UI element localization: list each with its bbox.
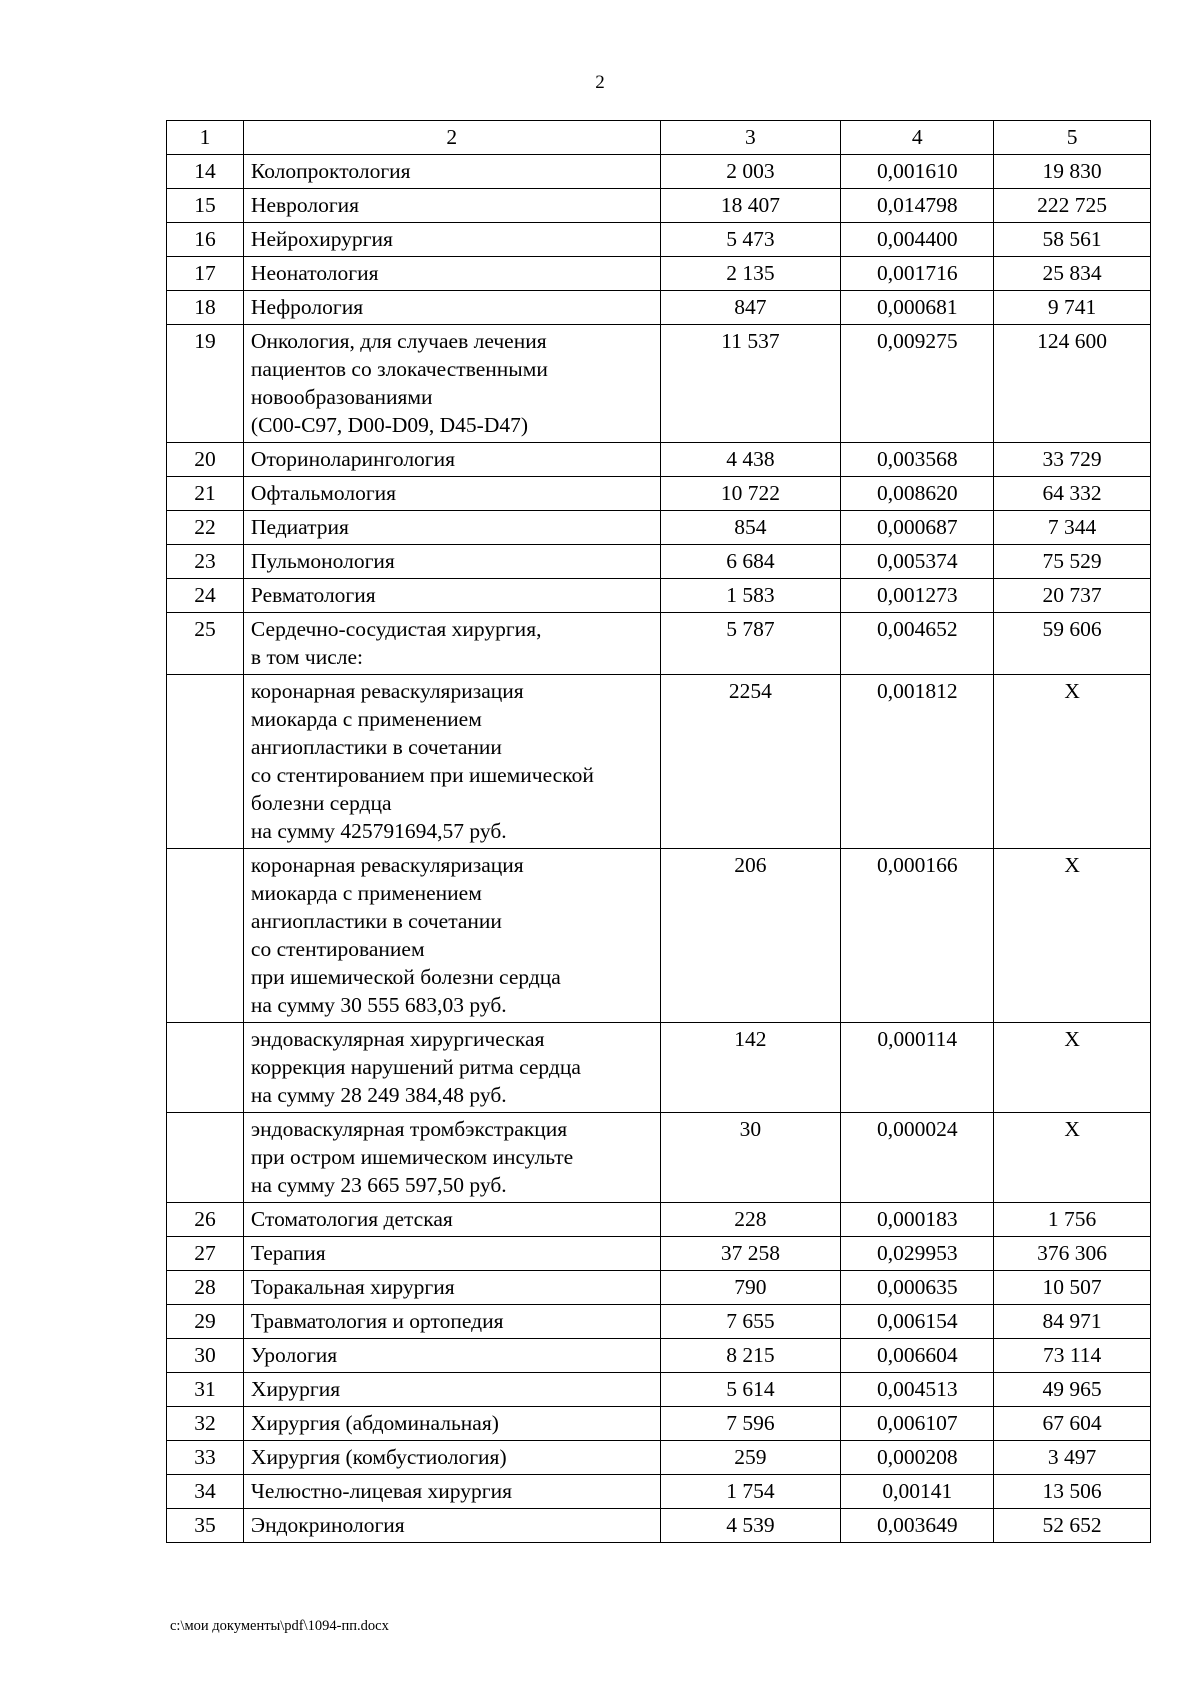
row-number-cell: 15 xyxy=(167,189,244,223)
col4-value-cell: 0,008620 xyxy=(841,477,994,511)
row-number-cell: 16 xyxy=(167,223,244,257)
specialty-cell: Терапия xyxy=(243,1237,660,1271)
specialty-cell: Нейрохирургия xyxy=(243,223,660,257)
row-number-cell xyxy=(167,849,244,1023)
col4-value-cell: 0,000635 xyxy=(841,1271,994,1305)
specialty-cell: Нефрология xyxy=(243,291,660,325)
col3-value-cell: 30 xyxy=(660,1113,841,1203)
col5-value-cell: 9 741 xyxy=(994,291,1151,325)
col5-value-cell: 75 529 xyxy=(994,545,1151,579)
row-number-cell: 34 xyxy=(167,1475,244,1509)
table-row xyxy=(167,613,1151,675)
col4-value-cell: 0,00141 xyxy=(841,1475,994,1509)
col4-value-cell: 0,000166 xyxy=(841,849,994,1023)
col3-value-cell: 790 xyxy=(660,1271,841,1305)
col3-value-cell: 6 684 xyxy=(660,545,841,579)
specialty-cell: Челюстно-лицевая хирургия xyxy=(243,1475,660,1509)
specialty-cell: Хирургия (абдоминальная) xyxy=(243,1407,660,1441)
col3-value-cell: 10 722 xyxy=(660,477,841,511)
col3-value-cell: 5 473 xyxy=(660,223,841,257)
col5-value-cell: 3 497 xyxy=(994,1441,1151,1475)
specialty-cell: Онкология, для случаев лечения пациентов со злокачественными новообразованиями (C00-C97, D00-D09, D45-D47) xyxy=(243,325,660,443)
specialty-cell: Офтальмология xyxy=(243,477,660,511)
col3-value-cell: 228 xyxy=(660,1203,841,1237)
row-number-cell: 35 xyxy=(167,1509,244,1543)
col5-value-cell: 7 344 xyxy=(994,511,1151,545)
specialty-cell: Урология xyxy=(243,1339,660,1373)
col4-value-cell: 0,004513 xyxy=(841,1373,994,1407)
col5-value-cell: 222 725 xyxy=(994,189,1151,223)
table-row xyxy=(167,1373,1151,1407)
col5-value-cell: 49 965 xyxy=(994,1373,1151,1407)
col3-value-cell: 11 537 xyxy=(660,325,841,443)
row-number-cell: 25 xyxy=(167,613,244,675)
specialty-cell: эндоваскулярная тромбэкстракция при остром ишемическом инсульте на сумму 23 665 597,50 руб. xyxy=(243,1113,660,1203)
specialty-cell: Хирургия xyxy=(243,1373,660,1407)
table-row xyxy=(167,223,1151,257)
table-row xyxy=(167,1339,1151,1373)
col3-value-cell: 847 xyxy=(660,291,841,325)
specialty-cell: Оториноларингология xyxy=(243,443,660,477)
col4-value-cell: 0,001273 xyxy=(841,579,994,613)
row-number-cell: 23 xyxy=(167,545,244,579)
col5-value-cell: X xyxy=(994,675,1151,849)
col4-value-cell: 0,004652 xyxy=(841,613,994,675)
header-cell: 5 xyxy=(994,121,1151,155)
table-row xyxy=(167,1407,1151,1441)
specialty-cell: Педиатрия xyxy=(243,511,660,545)
table-row xyxy=(167,545,1151,579)
col4-value-cell: 0,001610 xyxy=(841,155,994,189)
col4-value-cell: 0,005374 xyxy=(841,545,994,579)
col5-value-cell: 376 306 xyxy=(994,1237,1151,1271)
table-row xyxy=(167,1441,1151,1475)
col4-value-cell: 0,014798 xyxy=(841,189,994,223)
col4-value-cell: 0,006107 xyxy=(841,1407,994,1441)
col3-value-cell: 854 xyxy=(660,511,841,545)
specialty-cell: Неонатология xyxy=(243,257,660,291)
col3-value-cell: 7 655 xyxy=(660,1305,841,1339)
table-row xyxy=(167,1305,1151,1339)
col4-value-cell: 0,000208 xyxy=(841,1441,994,1475)
col5-value-cell: 58 561 xyxy=(994,223,1151,257)
row-number-cell: 31 xyxy=(167,1373,244,1407)
col4-value-cell: 0,000114 xyxy=(841,1023,994,1113)
col5-value-cell: 13 506 xyxy=(994,1475,1151,1509)
col4-value-cell: 0,003649 xyxy=(841,1509,994,1543)
col4-value-cell: 0,006154 xyxy=(841,1305,994,1339)
col4-value-cell: 0,006604 xyxy=(841,1339,994,1373)
col3-value-cell: 206 xyxy=(660,849,841,1023)
table-row xyxy=(167,443,1151,477)
col3-value-cell: 2 135 xyxy=(660,257,841,291)
table-row xyxy=(167,155,1151,189)
col4-value-cell: 0,001812 xyxy=(841,675,994,849)
table-row xyxy=(167,1023,1151,1113)
col4-value-cell: 0,001716 xyxy=(841,257,994,291)
col3-value-cell: 37 258 xyxy=(660,1237,841,1271)
col3-value-cell: 4 438 xyxy=(660,443,841,477)
row-number-cell: 21 xyxy=(167,477,244,511)
footer-file-path: c:\мои документы\pdf\1094-пп.docx xyxy=(170,1618,389,1634)
col3-value-cell: 8 215 xyxy=(660,1339,841,1373)
col3-value-cell: 18 407 xyxy=(660,189,841,223)
specialty-cell: Колопроктология xyxy=(243,155,660,189)
table-row xyxy=(167,291,1151,325)
row-number-cell: 33 xyxy=(167,1441,244,1475)
col3-value-cell: 5 787 xyxy=(660,613,841,675)
table-row xyxy=(167,477,1151,511)
col4-value-cell: 0,029953 xyxy=(841,1237,994,1271)
specialty-cell: коронарная реваскуляризация миокарда с применением ангиопластики в сочетании со стентированием при ишемической болезни сердца на сумму 425791694,57 руб. xyxy=(243,675,660,849)
row-number-cell xyxy=(167,675,244,849)
row-number-cell: 29 xyxy=(167,1305,244,1339)
col3-value-cell: 2 003 xyxy=(660,155,841,189)
row-number-cell xyxy=(167,1113,244,1203)
col5-value-cell: 59 606 xyxy=(994,613,1151,675)
specialty-cell: Травматология и ортопедия xyxy=(243,1305,660,1339)
specialty-cell: Сердечно-сосудистая хирургия, в том числе: xyxy=(243,613,660,675)
table-row xyxy=(167,1509,1151,1543)
data-table xyxy=(166,120,1151,1543)
col5-value-cell: 25 834 xyxy=(994,257,1151,291)
col4-value-cell: 0,000687 xyxy=(841,511,994,545)
header-cell: 2 xyxy=(243,121,660,155)
specialty-cell: Пульмонология xyxy=(243,545,660,579)
table-row xyxy=(167,1203,1151,1237)
col3-value-cell: 259 xyxy=(660,1441,841,1475)
table-row xyxy=(167,1237,1151,1271)
row-number-cell: 17 xyxy=(167,257,244,291)
col5-value-cell: 73 114 xyxy=(994,1339,1151,1373)
col3-value-cell: 5 614 xyxy=(660,1373,841,1407)
col5-value-cell: X xyxy=(994,849,1151,1023)
col3-value-cell: 2254 xyxy=(660,675,841,849)
table-body xyxy=(167,121,1151,1543)
row-number-cell: 32 xyxy=(167,1407,244,1441)
table-row xyxy=(167,511,1151,545)
header-cell: 4 xyxy=(841,121,994,155)
table-row xyxy=(167,257,1151,291)
col5-value-cell: 124 600 xyxy=(994,325,1151,443)
row-number-cell: 22 xyxy=(167,511,244,545)
col5-value-cell: X xyxy=(994,1023,1151,1113)
col3-value-cell: 1 583 xyxy=(660,579,841,613)
col5-value-cell: 10 507 xyxy=(994,1271,1151,1305)
col4-value-cell: 0,003568 xyxy=(841,443,994,477)
col4-value-cell: 0,000024 xyxy=(841,1113,994,1203)
row-number-cell: 19 xyxy=(167,325,244,443)
specialty-cell: Стоматология детская xyxy=(243,1203,660,1237)
col4-value-cell: 0,004400 xyxy=(841,223,994,257)
row-number-cell: 28 xyxy=(167,1271,244,1305)
col3-value-cell: 7 596 xyxy=(660,1407,841,1441)
col5-value-cell: 64 332 xyxy=(994,477,1151,511)
col4-value-cell: 0,009275 xyxy=(841,325,994,443)
col5-value-cell: X xyxy=(994,1113,1151,1203)
col5-value-cell: 20 737 xyxy=(994,579,1151,613)
col5-value-cell: 52 652 xyxy=(994,1509,1151,1543)
col3-value-cell: 4 539 xyxy=(660,1509,841,1543)
table-row xyxy=(167,849,1151,1023)
col5-value-cell: 67 604 xyxy=(994,1407,1151,1441)
table-row xyxy=(167,1271,1151,1305)
col3-value-cell: 1 754 xyxy=(660,1475,841,1509)
row-number-cell: 26 xyxy=(167,1203,244,1237)
col5-value-cell: 84 971 xyxy=(994,1305,1151,1339)
col5-value-cell: 19 830 xyxy=(994,155,1151,189)
specialty-cell: Ревматология xyxy=(243,579,660,613)
table-header-row xyxy=(167,121,1151,155)
col4-value-cell: 0,000183 xyxy=(841,1203,994,1237)
table-row xyxy=(167,1475,1151,1509)
specialty-cell: Эндокринология xyxy=(243,1509,660,1543)
col5-value-cell: 1 756 xyxy=(994,1203,1151,1237)
specialty-cell: Неврология xyxy=(243,189,660,223)
specialty-cell: эндоваскулярная хирургическая коррекция нарушений ритма сердца на сумму 28 249 384,48 руб. xyxy=(243,1023,660,1113)
specialty-cell: Хирургия (комбустиология) xyxy=(243,1441,660,1475)
table-row xyxy=(167,675,1151,849)
specialty-cell: Торакальная хирургия xyxy=(243,1271,660,1305)
row-number-cell xyxy=(167,1023,244,1113)
row-number-cell: 20 xyxy=(167,443,244,477)
table-row xyxy=(167,1113,1151,1203)
row-number-cell: 14 xyxy=(167,155,244,189)
specialty-cell: коронарная реваскуляризация миокарда с применением ангиопластики в сочетании со стентированием при ишемической болезни сердца на сумму 30 555 683,03 руб. xyxy=(243,849,660,1023)
row-number-cell: 27 xyxy=(167,1237,244,1271)
page-number: 2 xyxy=(595,72,605,93)
row-number-cell: 24 xyxy=(167,579,244,613)
table-row xyxy=(167,189,1151,223)
table-row xyxy=(167,325,1151,443)
row-number-cell: 30 xyxy=(167,1339,244,1373)
header-cell: 1 xyxy=(167,121,244,155)
table-row xyxy=(167,579,1151,613)
col4-value-cell: 0,000681 xyxy=(841,291,994,325)
row-number-cell: 18 xyxy=(167,291,244,325)
header-cell: 3 xyxy=(660,121,841,155)
col5-value-cell: 33 729 xyxy=(994,443,1151,477)
col3-value-cell: 142 xyxy=(660,1023,841,1113)
